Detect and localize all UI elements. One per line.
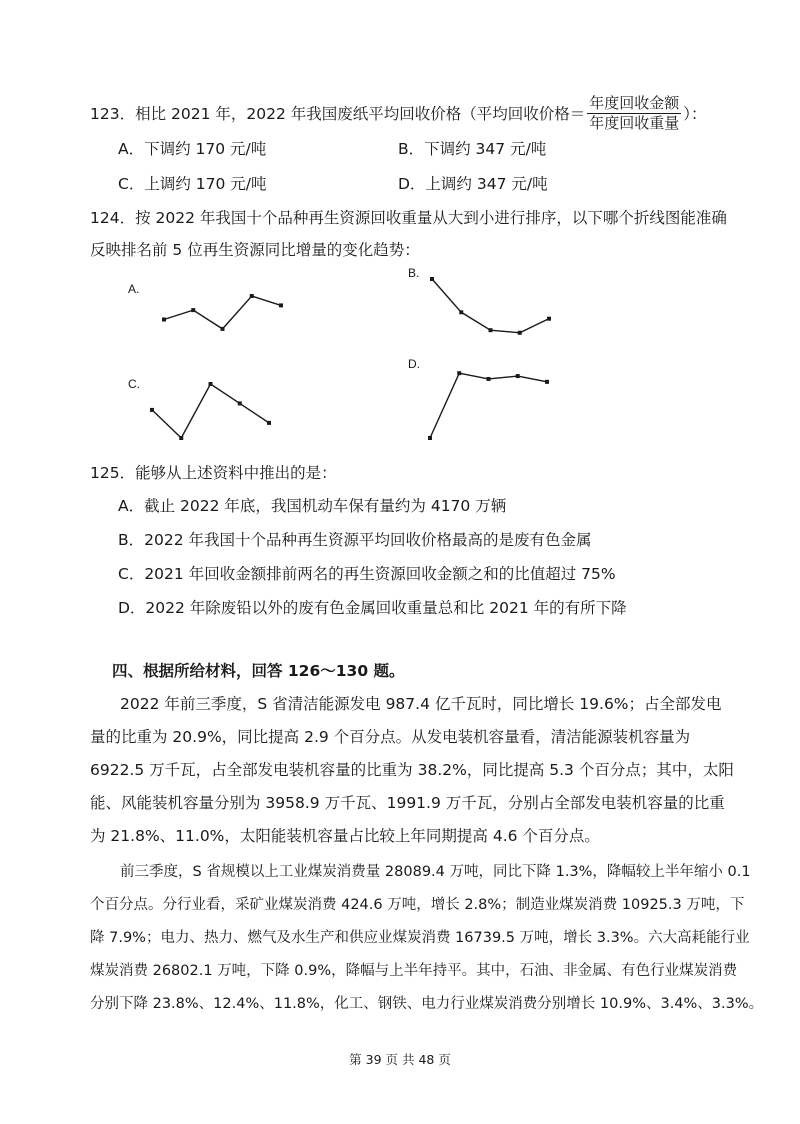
paragraph-line: 降 7.9%；电力、热力、燃气及水生产和供应业煤炭消费 16739.5 万吨，增长 3.3%。六大高耗能行业	[90, 930, 750, 946]
chart-a-point-4	[250, 294, 254, 298]
q124-stem-line2: 反映排名前 5 位再生资源同比增量的变化趋势：	[90, 241, 420, 259]
q123-option-b[interactable]: B．下调约 347 元/吨	[398, 140, 547, 158]
paragraph-line: 为 21.8%、11.0%，太阳能装机容量占比较上年同期提高 4.6 个百分点。	[90, 827, 600, 845]
paragraph-line: 量的比重为 20.9%，同比提高 2.9 个百分点。从发电装机容量看，清洁能源装机容量为	[90, 728, 691, 746]
paragraph-line: 个百分点。分行业看，采矿业煤炭消费 424.6 万吨，增长 2.8%；制造业煤炭消费 10925.3 万吨，下	[90, 897, 745, 913]
chart-a-point-1	[162, 318, 166, 322]
chart-c-point-5	[267, 421, 271, 425]
chart-d-point-3	[487, 377, 491, 381]
line-chart-a[interactable]	[160, 292, 285, 347]
chart-b-line	[432, 279, 549, 333]
chart-c-point-2	[179, 436, 183, 440]
chart-c-line	[152, 384, 269, 438]
fraction-numerator: 年度回收金额	[589, 93, 680, 112]
price-formula-fraction	[587, 94, 681, 133]
chart-b-point-2	[459, 310, 463, 314]
line-chart-d[interactable]	[426, 362, 551, 442]
q125-option-b[interactable]: B．2022 年我国十个品种再生资源平均回收价格最高的是废有色金属	[118, 531, 592, 549]
line-chart-b[interactable]	[428, 275, 553, 347]
q125-option-a[interactable]: A．截止 2022 年底，我国机动车保有量约为 4170 万辆	[118, 497, 507, 515]
line-chart-c[interactable]	[148, 380, 273, 442]
q125-option-d[interactable]: D．2022 年除废铅以外的废有色金属回收重量总和比 2021 年的有所下降	[118, 599, 627, 617]
chart-a-label[interactable]: A.	[128, 282, 140, 296]
page-footer: 第 39 页 共 48 页	[349, 1052, 451, 1067]
chart-b-point-1	[430, 277, 434, 281]
paragraph-line: 2022 年前三季度，S 省清洁能源发电 987.4 亿千瓦时，同比增长 19.6%；占全部发电	[120, 695, 722, 713]
chart-c-point-1	[150, 408, 154, 412]
chart-a-point-3	[221, 327, 225, 331]
q123-stem	[90, 93, 707, 133]
chart-d-point-1	[428, 436, 432, 440]
paragraph-line: 分别下降 23.8%、12.4%、11.8%，化工、钢铁、电力行业煤炭消费分别增长 10.9%、3.4%、3.3%。	[90, 996, 764, 1012]
paragraph-line: 6922.5 万千瓦，占全部发电装机容量的比重为 38.2%，同比提高 5.3 个百分点；其中，太阳	[90, 761, 734, 779]
chart-d-point-2	[457, 371, 461, 375]
chart-a-line	[164, 296, 281, 329]
section-4-heading: 四、根据所给材料，回答 126～130 题。	[112, 662, 405, 680]
q125-option-c[interactable]: C．2021 年回收金额排前两名的再生资源回收金额之和的比值超过 75%	[118, 565, 616, 583]
chart-d-label[interactable]: D.	[408, 357, 420, 371]
chart-b-label[interactable]: B.	[408, 266, 420, 280]
chart-c-label[interactable]: C.	[128, 377, 140, 391]
chart-d-line	[430, 373, 547, 438]
fraction-denominator: 年度回收重量	[589, 113, 680, 132]
q125-stem: 125．能够从上述资料中推出的是：	[90, 464, 337, 482]
chart-a-point-2	[191, 308, 195, 312]
q123-stem-text: 123．相比 2021 年，2022 年我国废纸平均回收价格（平均回收价格＝	[90, 105, 586, 123]
chart-d-point-5	[545, 380, 549, 384]
chart-d-point-4	[516, 374, 520, 378]
paragraph-line: 煤炭消费 26802.1 万吨，下降 0.9%，降幅与上半年持平。其中，石油、非金属、有色行业煤炭消费	[90, 963, 738, 979]
paragraph-line: 能、风能装机容量分别为 3958.9 万千瓦、1991.9 万千瓦，分别占全部发电装机容量的比重	[90, 794, 725, 812]
paragraph-line: 前三季度，S 省规模以上工业煤炭消费量 28089.4 万吨，同比下降 1.3%，降幅较上半年缩小 0.1	[120, 864, 751, 880]
q124-stem-line1: 124．按 2022 年我国十个品种再生资源回收重量从大到小进行排序，以下哪个折线图能准确	[90, 209, 727, 227]
q123-stem-end: ）：	[683, 105, 707, 123]
chart-b-point-4	[518, 331, 522, 335]
q123-option-d[interactable]: D．上调约 347 元/吨	[398, 175, 548, 193]
chart-a-point-5	[279, 303, 283, 307]
chart-c-point-4	[238, 401, 242, 405]
chart-c-point-3	[209, 382, 213, 386]
q123-option-c[interactable]: C．上调约 170 元/吨	[118, 175, 267, 193]
chart-b-point-5	[547, 317, 551, 321]
chart-b-point-3	[489, 328, 493, 332]
q123-option-a[interactable]: A．下调约 170 元/吨	[118, 140, 267, 158]
